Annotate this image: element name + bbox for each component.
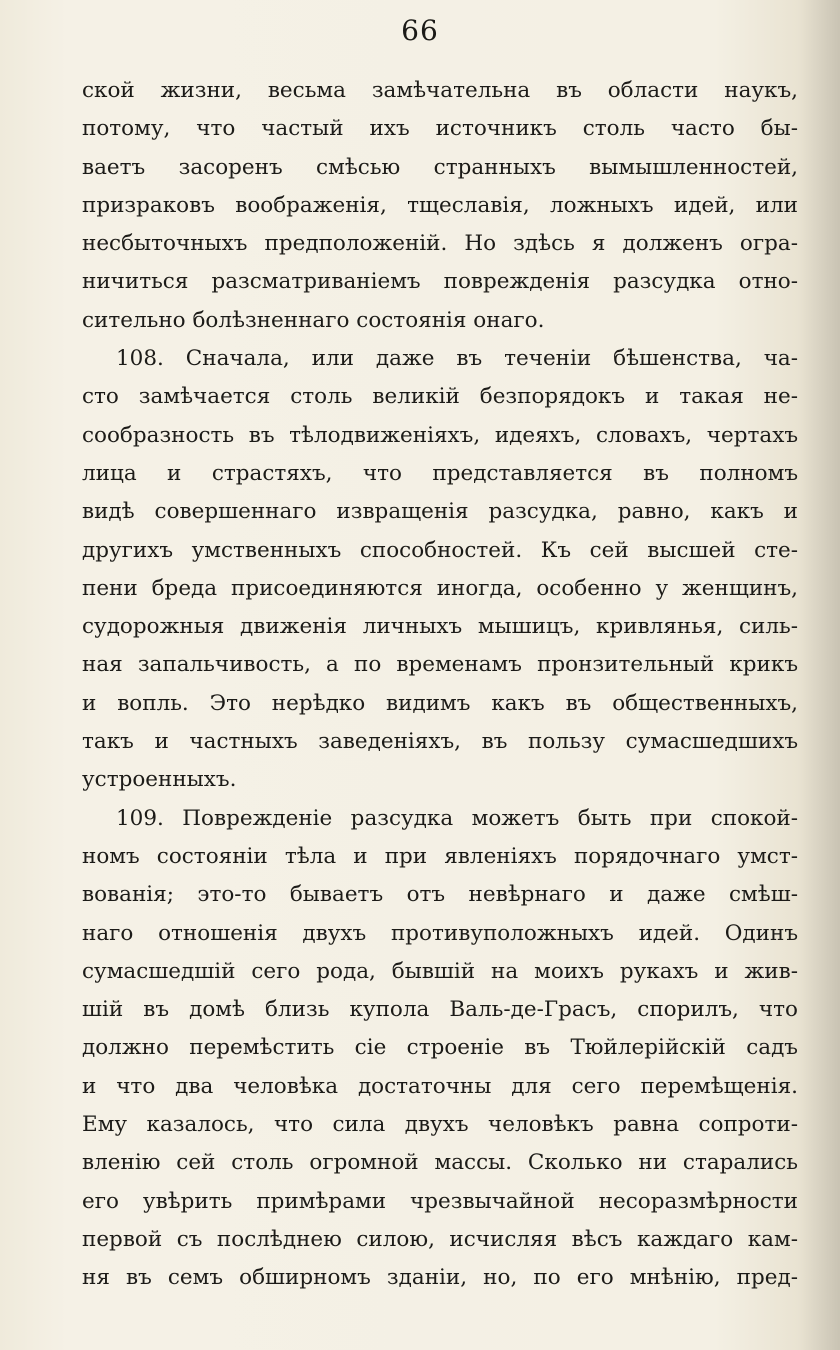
text-line: сообразность въ тѣлодвиженіяхъ, идеяхъ, словахъ, чертахъ — [82, 422, 798, 448]
text-line: номъ состояніи тѣла и при явленіяхъ порядочнаго умст- — [82, 843, 798, 869]
text-line: судорожныя движенія личныхъ мышицъ, кривлянья, силь- — [82, 614, 798, 640]
text-line: и вопль. Это нерѣдко видимъ какъ въ общественныхъ, — [82, 690, 798, 716]
text-line: сительно болѣзненнаго состоянія онаго. — [82, 307, 545, 333]
text-line: вованія; это-то бываетъ отъ невѣрнаго и даже смѣш- — [82, 882, 798, 908]
text-line: ничиться разсматриваніемъ поврежденія разсудка отно- — [82, 269, 798, 295]
text-line: ня въ семъ обширномъ зданіи, но, по его мнѣнію, пред- — [82, 1265, 798, 1291]
text-line: ваетъ засоренъ смѣсью странныхъ вымышленностей, — [82, 154, 798, 180]
text-line: его увѣрить примѣрами чрезвычайной несоразмѣрности — [82, 1188, 798, 1214]
text-line: должно перемѣстить сіе строеніе въ Тюйлерійскій садъ — [82, 1035, 798, 1061]
text-line: другихъ умственныхъ способностей. Къ сей высшей сте- — [82, 537, 798, 563]
text-line: и что два человѣка достаточны для сего перемѣщенія. — [82, 1073, 798, 1099]
text-line: пени бреда присоединяются иногда, особенно у женщинъ, — [82, 575, 798, 601]
text-line: первой съ послѣднею силою, исчисляя вѣсъ каждаго кам- — [82, 1226, 798, 1252]
text-line: вленію сей столь огромной массы. Сколько ни старались — [82, 1150, 798, 1176]
text-line: призраковъ воображенія, тщеславія, ложныхъ идей, или — [82, 192, 798, 218]
text-line: ской жизни, весьма замѣчательна въ области наукъ, — [82, 78, 798, 103]
text-line: 108. Сначала, или даже въ теченіи бѣшенства, ча- — [116, 346, 798, 372]
text-line: устроенныхъ. — [82, 767, 237, 793]
text-line: потому, что частый ихъ источникъ столь часто бы- — [82, 116, 798, 142]
text-line: видѣ совершеннаго извращенія разсудка, равно, какъ и — [82, 499, 798, 525]
text-line: шій въ домѣ близь купола Валь-де-Грасъ, спорилъ, что — [82, 997, 798, 1023]
text-line: сумасшедшій сего рода, бывшій на моихъ рукахъ и жив- — [82, 958, 798, 984]
text-line: такъ и частныхъ заведеніяхъ, въ пользу сумасшедшихъ — [82, 729, 798, 755]
text-line: 109. Поврежденіе разсудка можетъ быть при спокой- — [116, 805, 798, 831]
text-line: наго отношенія двухъ противуположныхъ идей. Одинъ — [82, 920, 798, 946]
text-line: лица и страстяхъ, что представляется въ полномъ — [82, 460, 798, 486]
text-line: ная запальчивость, а по временамъ пронзительный крикъ — [82, 652, 798, 678]
body-text — [82, 72, 798, 1298]
text-line: несбыточныхъ предположеній. Но здѣсь я долженъ огра- — [82, 231, 798, 257]
text-line: сто замѣчается столь великій безпорядокъ и такая не- — [82, 384, 798, 410]
text-line: Ему казалось, что сила двухъ человѣкъ равна сопроти- — [82, 1112, 798, 1138]
page-number: 66 — [401, 14, 439, 47]
